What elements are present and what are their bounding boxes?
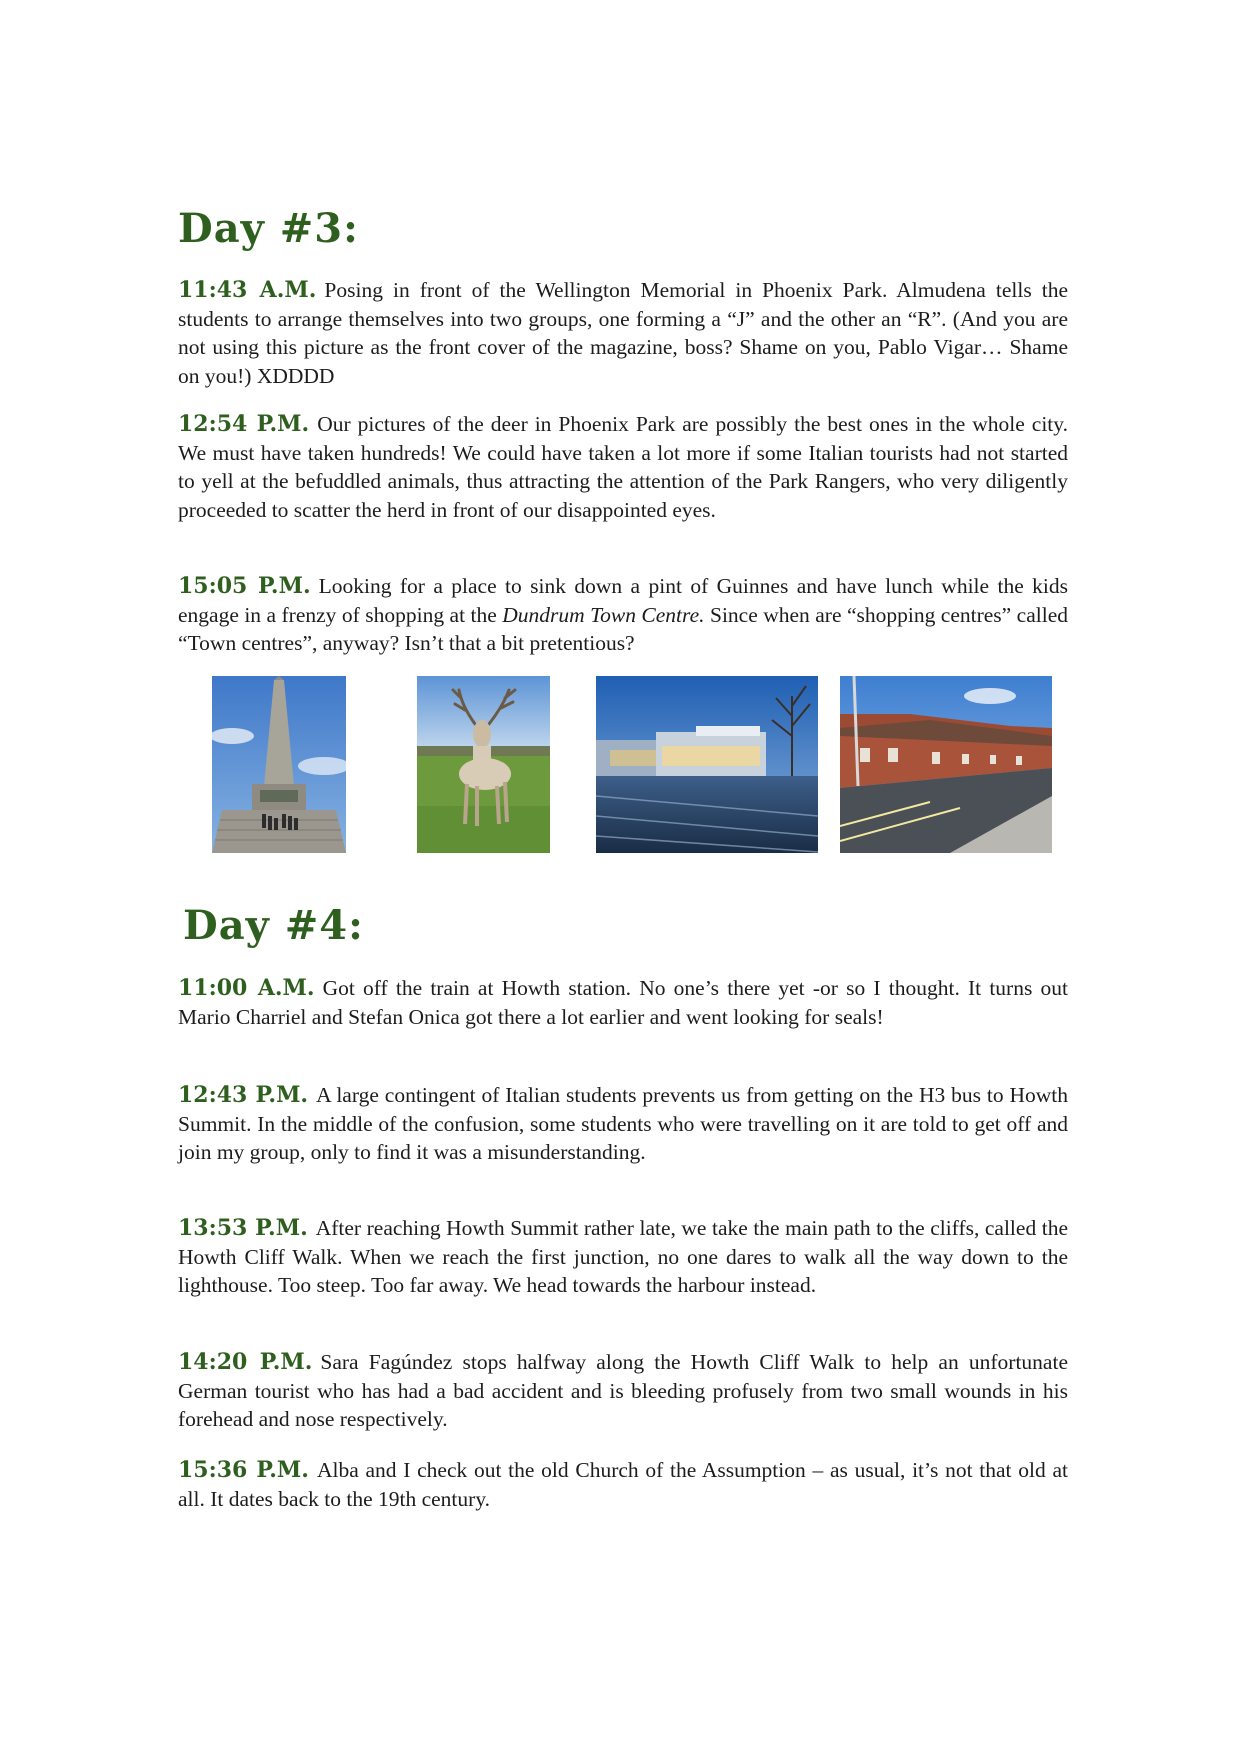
entry-time: 12:54 P.M.	[178, 411, 310, 437]
entry-text: Our pictures of the deer in Phoenix Park are possibly the best ones in the whole city. We must have taken hundreds! We could have taken a lot more if some Italian tourists had not started to yell at the befuddled animals, thus attracting the attention of the Park Rangers, who very diligently proceeded to scatter the herd in front of our disappointed eyes.	[178, 412, 1068, 522]
entry-time: 14:20 P.M.	[178, 1349, 313, 1375]
day-3-entry-3	[178, 572, 1068, 658]
entry-text: After reaching Howth Summit rather late, we take the main path to the cliffs, called the Howth Cliff Walk. When we reach the first junction, no one dares to walk all the way down to the lighthouse. Too steep. Too far away. We head towards the harbour instead.	[178, 1216, 1068, 1298]
day-3-entry-2	[178, 410, 1068, 524]
entry-text: Looking for a place to sink down a pint of Guinnes and have lunch while the kids engage in a frenzy of shopping at the	[178, 574, 1068, 627]
entry-text-italic: Dundrum Town Centre.	[502, 602, 705, 627]
entry-text: A large contingent of Italian students prevents us from getting on the H3 bus to Howth Summit. In the middle of the confusion, some students who were travelling on it are told to get off and join my group, only to find it was a misunderstanding.	[178, 1083, 1069, 1165]
day-4-entry-3	[178, 1214, 1068, 1300]
entry-time: 15:05 P.M.	[178, 573, 311, 599]
entry-time: 11:43 A.M.	[178, 277, 317, 303]
dundrum-town-centre-photo	[596, 676, 818, 853]
day-4-entry-5	[178, 1456, 1068, 1513]
deer-photo	[417, 676, 550, 853]
day-3-heading: Day #3:	[178, 205, 359, 252]
entry-text: Alba and I check out the old Church of the Assumption – as usual, it’s not that old at all. It dates back to the 19th century.	[178, 1458, 1068, 1511]
entry-time: 12:43 P.M.	[178, 1082, 309, 1108]
day-4-entry-4	[178, 1348, 1068, 1434]
entry-text: Posing in front of the Wellington Memorial in Phoenix Park. Almudena tells the students to arrange themselves into two groups, one forming a “J” and the other an “R”. (And you are not using this picture as the front cover of the magazine, boss? Shame on you, Pablo Vigar… Shame on you!) XDDDD	[178, 278, 1068, 388]
entry-time: 15:36 P.M.	[178, 1457, 309, 1483]
entry-text: Since when are “shopping centres” called “Town centres”, anyway? Isn’t that a bit pretentious?	[178, 602, 1068, 656]
day-4-entry-1	[178, 974, 1068, 1031]
entry-text: Sara Fagúndez stops halfway along the Howth Cliff Walk to help an unfortunate German tourist who has had a bad accident and is bleeding profusely from two small wounds in his forehead and nose respectively.	[178, 1350, 1068, 1432]
street-houses-photo	[840, 676, 1052, 853]
day-4-heading: Day #4:	[183, 902, 364, 949]
entry-text: Got off the train at Howth station. No one’s there yet -or so I thought. It turns out Mario Charriel and Stefan Onica got there a lot earlier and went looking for seals!	[178, 976, 1068, 1029]
wellington-monument-photo	[212, 676, 346, 853]
day-3-entry-1	[178, 276, 1068, 390]
day-4-entry-2	[178, 1081, 1068, 1167]
entry-time: 13:53 P.M.	[178, 1215, 308, 1241]
entry-time: 11:00 A.M.	[178, 975, 315, 1001]
